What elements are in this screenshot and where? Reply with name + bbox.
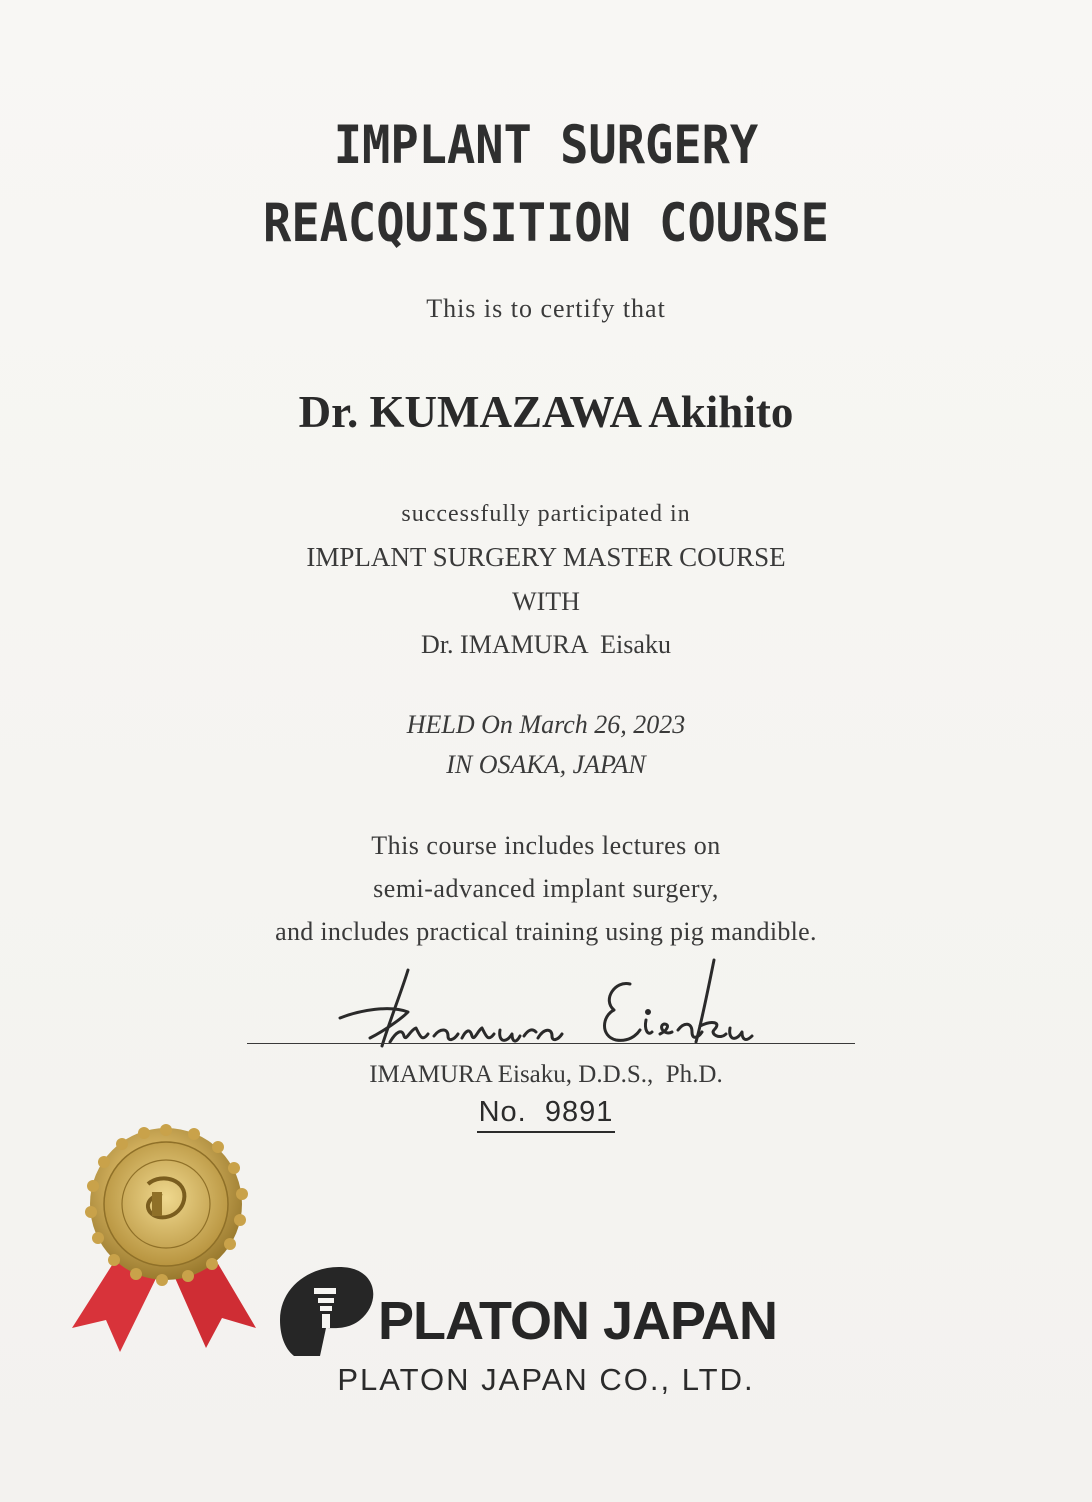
instructor-name: Dr. IMAMURA Eisaku <box>421 630 671 659</box>
recipient-name: Dr. KUMAZAWA Akihito <box>298 387 794 437</box>
description-line3: and includes practical training using pig mandible. <box>275 917 817 946</box>
signatory-name: IMAMURA Eisaku, D.D.S., Ph.D. <box>369 1061 723 1088</box>
participated-text: successfully participated in <box>401 501 691 527</box>
description-line1: This course includes lectures on <box>371 831 721 860</box>
platon-japan-logo-text: PLATON JAPAN <box>378 1291 778 1351</box>
certificate-number-value: 9891 <box>544 1096 614 1128</box>
certify-text: This is to certify that <box>426 294 666 323</box>
company-full-name: PLATON JAPAN CO., LTD. <box>337 1362 755 1397</box>
certificate-title-line2: REACQUISITION COURSE <box>263 192 829 255</box>
signature-line <box>247 1043 855 1044</box>
certificate-number-label: No. <box>478 1096 527 1128</box>
with-text: WITH <box>512 587 580 616</box>
held-date: HELD On March 26, 2023 <box>406 710 686 739</box>
description-line2: semi-advanced implant surgery, <box>373 874 719 903</box>
held-location: IN OSAKA, JAPAN <box>446 750 646 779</box>
gold-seal-icon <box>66 1122 266 1357</box>
certificate-title-line1: IMPLANT SURGERY <box>333 114 759 177</box>
course-name: IMPLANT SURGERY MASTER COURSE <box>306 542 786 572</box>
